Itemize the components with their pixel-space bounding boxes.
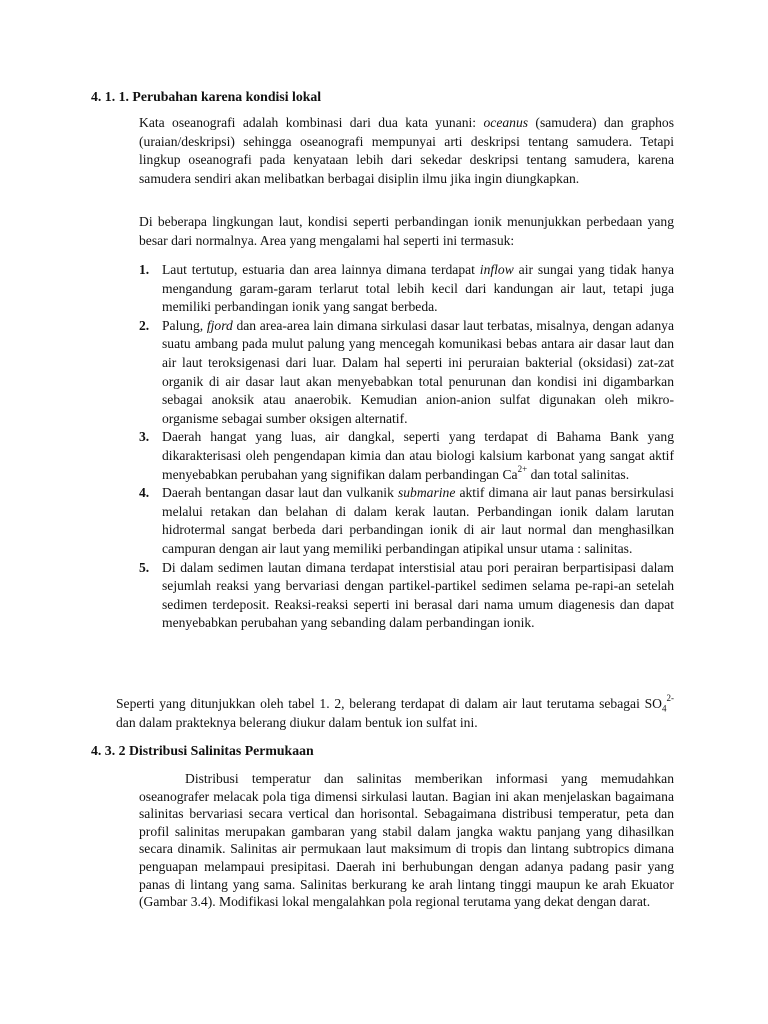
- section-heading-local-conditions: 4. 1. 1. Perubahan karena kondisi lokal: [91, 89, 322, 104]
- text-run: Daerah bentangan dasar laut dan vulkanik: [162, 485, 398, 501]
- list-number: 3.: [139, 429, 150, 445]
- list-item: [139, 317, 674, 429]
- text-run: Kata oseanografi adalah kombinasi dari dua kata yunani:: [139, 115, 484, 130]
- text-run: aktif dimana air laut panas bersirkulasi melalui retakan dan belahan di dalam kerak lautan. Perbandingan ionik dalam larutan hidrotermal sangat berbeda dari perbandingan ionik di air laut normal dan menghasilkan campuran dengan air laut yang memiliki perbandingan atipikal unsur utama : salinitas.: [162, 485, 674, 556]
- list-item: [139, 261, 674, 317]
- section-heading-surface-salinity: 4. 3. 2 Distribusi Salinitas Permukaan: [91, 743, 314, 758]
- list-number: 2.: [139, 317, 150, 333]
- list-number: 1.: [139, 262, 150, 277]
- text-run: Di dalam sedimen lautan dimana terdapat interstisial atau pori perairan berpartisipasi dalam sejumlah reaksi yang bervariasi dengan partikel-partikel sedimen selama pe-rapi-an setelah sedimen terdeposit. Reaksi-reaksi seperti ini berasal dari nama umum diagenesis dan dapat menyebabkan perubahan yang sebanding dalam perbandingan ionik.: [162, 559, 674, 631]
- text-run: Daerah hangat yang luas, air dangkal, seperti yang terdapat di Bahama Bank yang dikarakterisasi oleh pengendapan kimia dan atau biologi kalsium karbonat yang sangat aktif menyebabkan perubahan yang signifikan dalam perbandingan Ca: [162, 429, 674, 482]
- paragraph-ionic-ratio-intro: Di beberapa lingkungan laut, kondisi seperti perbandingan ionik menunjukkan perbedaan yang besar dari normalnya. Area yang mengalami hal seperti ini termasuk:: [139, 214, 674, 248]
- italic-term: fjord: [206, 317, 233, 333]
- area-list: [139, 261, 674, 633]
- list-number: 4.: [139, 485, 150, 501]
- list-item: [139, 428, 674, 484]
- text-run: dan dalam prakteknya belerang diukur dalam bentuk ion sulfat ini.: [116, 714, 478, 730]
- superscript: 2+: [517, 464, 528, 474]
- italic-term: submarine: [397, 485, 456, 501]
- text-run: Distribusi temperatur dan salinitas memberikan informasi yang memudahkan oseanografer melacak pola tiga dimensi sirkulasi lautan. Bagian ini akan menjelaskan bagaimana salinitas bervariasi secara vertical dan horisontal. Sebagaimana distribusi temperatur, peta dan profil salinitas merupakan gambaran yang stabil dalam jangka waktu panjang yang dihasilkan secara dinamik. Salinitas air permukaan laut maksimum di tropis dan lintang subtropics dimana penguapan melampaui presipitasi. Daerah ini berhubungan dengan adanya padang pasir yang panas di lintang yang sama. Salinitas berkurang ke arah lintang tinggi maupun ke arah Ekuator (Gambar 3.4). Modifikasi lokal mengalahkan pola regional terutama yang dekat dengan darat.: [139, 771, 674, 910]
- italic-term: oceanus: [483, 115, 529, 130]
- text-run: Seperti yang ditunjukkan oleh tabel 1. 2, belerang terdapat di dalam air laut terutama sebagai SO: [116, 696, 662, 711]
- text-run: Laut tertutup, estuaria dan area lainnya dimana terdapat: [162, 262, 480, 277]
- text-run: dan total salinitas.: [527, 466, 630, 482]
- paragraph-sulfur: [116, 695, 674, 732]
- list-item: [139, 559, 674, 633]
- text-run: dan area-area lain dimana sirkulasi dasar laut terbatas, misalnya, dengan adanya suatu ambang pada mulut palung yang mencegah komunikasi bebas antara air dasar laut dan air laut teroksigenasi dari luar. Dalam hal seperti ini peruraian bakterial (oksidasi) zat-zat organik di air dasar laut akan menyebabkan total penurunan dan kondisi ini digambarkan sebagai anoksik atau anaerobik. Kemudian anion-anion sulfat digunakan oleh mikro-organisme sebagai sumber oksigen alternatif.: [162, 317, 674, 426]
- italic-term: inflow: [479, 262, 514, 277]
- list-item: [139, 484, 674, 558]
- list-number: 5.: [139, 559, 150, 575]
- text-run: air sungai yang tidak hanya mengandung garam-garam terlarut total lebih kecil dari kandungan air laut, tetapi juga memiliki perbandingan ionik yang sangat berbeda.: [162, 262, 674, 315]
- text-run: (samudera) dan graphos (uraian/deskripsi) sehingga oseanografi mempunyai arti deskripsi tentang samudera. Tetapi lingkup oseanografi pada kenyataan lebih dari sekedar deskripsi tentang samudera, karena samudera sendiri akan melibatkan berbagai disiplin ilmu jika ingin diungkapkan.: [139, 115, 675, 186]
- superscript: 2-: [666, 693, 674, 704]
- paragraph-salinity-distribution: [139, 770, 674, 911]
- paragraph-oceanography-definition: [139, 114, 674, 188]
- text-run: Palung,: [162, 317, 207, 333]
- subscript: 4: [662, 703, 667, 714]
